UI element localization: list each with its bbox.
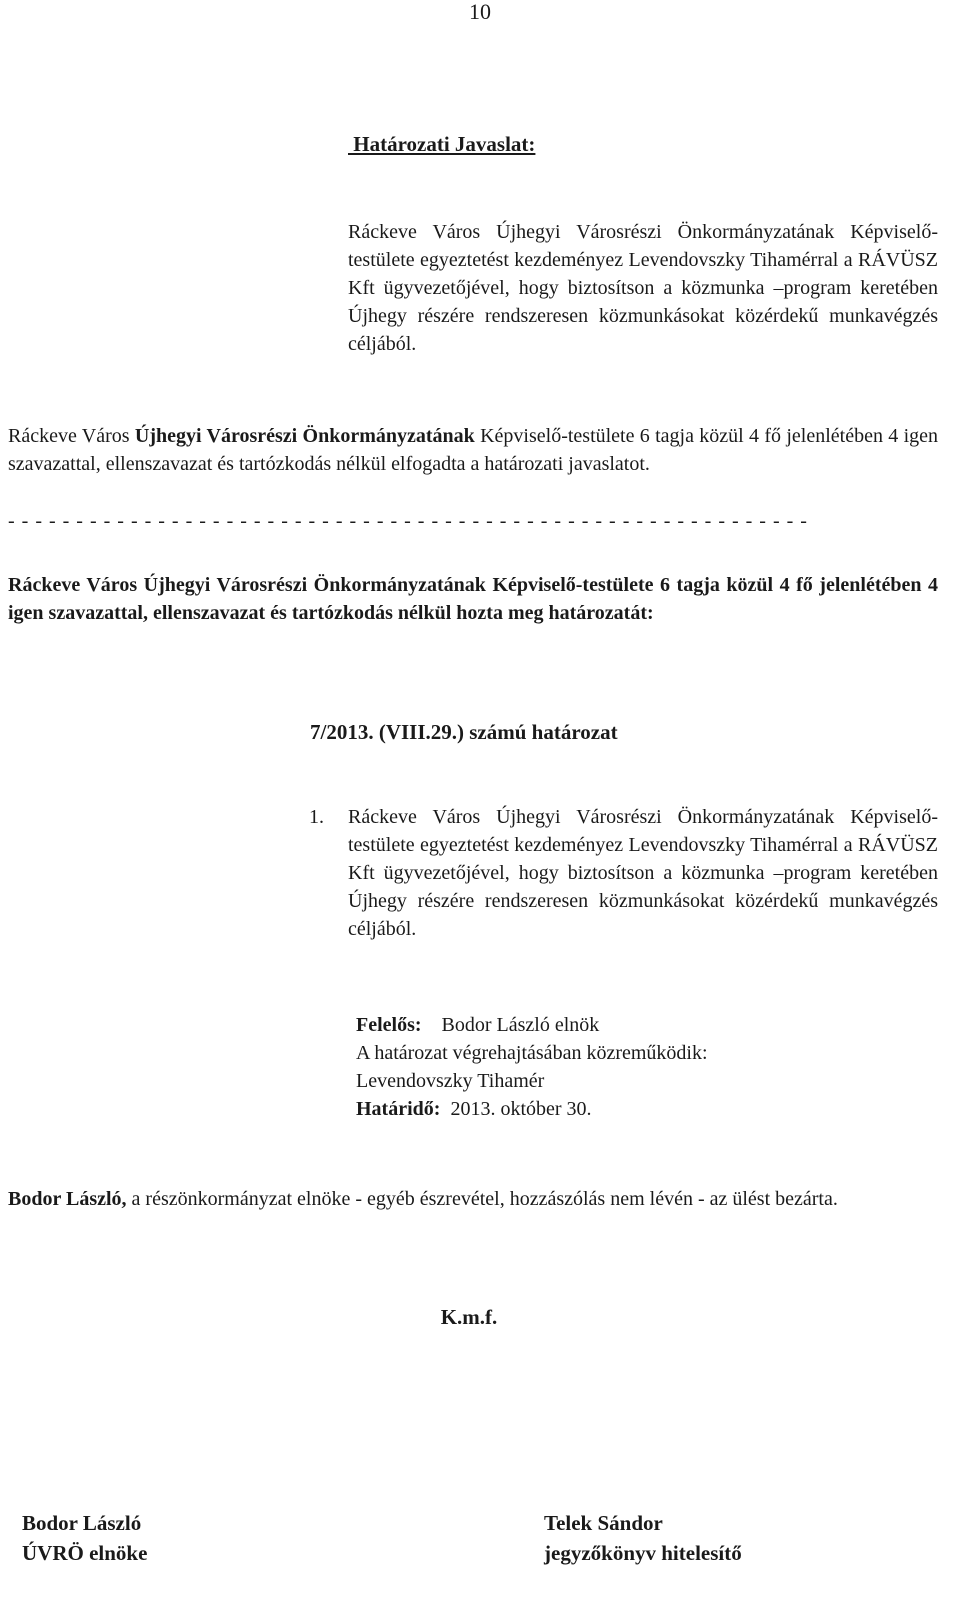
- kmf-label: K.m.f.: [440, 1305, 498, 1329]
- participant-value: Levendovszky Tihamér: [356, 1070, 545, 1092]
- responsible-value: Bodor László elnök: [441, 1014, 600, 1036]
- deadline-value: 2013. október 30.: [450, 1098, 592, 1120]
- responsible-label: Felelős:: [356, 1014, 422, 1036]
- decision-item-text: Ráckeve Város Újhegyi Városrészi Önkormányzatának Képviselő-testülete egyeztetést kezdeményez Levendovszky Tihamérral a RÁVÜSZ Kft ügyvezetőjével, hogy biztosítson a közmunka –program keretében Újhegy részére rendszeresen közmunkásokat közérdekű munkavégzés céljából.: [348, 806, 938, 940]
- signature-right-name: Telek Sándor: [544, 1511, 663, 1535]
- deadline-label: Határidő:: [356, 1098, 441, 1120]
- signature-right: [544, 1508, 742, 1568]
- signature-left-title: ÚVRÖ elnöke: [22, 1541, 148, 1565]
- decision-number: 7/2013. (VIII.29.) számú határozat: [310, 720, 618, 744]
- closing-text: a részönkormányzat elnöke - egyéb észrevétel, hozzászólás nem lévén - az ülést bezárta.: [126, 1188, 838, 1210]
- responsible-row: [356, 1011, 916, 1039]
- vote-intro-bold: Újhegyi Városrészi Önkormányzatának: [134, 425, 475, 447]
- deadline-row: [356, 1095, 916, 1123]
- responsibility-block: [356, 1011, 916, 1123]
- vote-intro: [8, 422, 938, 478]
- closing-name: Bodor László,: [8, 1188, 127, 1210]
- page-number: 10: [469, 0, 491, 24]
- decision-statement: Ráckeve Város Újhegyi Városrészi Önkormányzatának Képviselő-testülete 6 tagja közül 4 fő jelenlétében 4 igen szavazattal, ellenszavazat és tartózkodás nélkül hozta meg határozatát:: [8, 574, 938, 624]
- signature-right-title: jegyzőkönyv hitelesítő: [544, 1541, 742, 1565]
- participant-label: A határozat végrehajtásában közreműködik:: [356, 1042, 708, 1064]
- signature-left-name: Bodor László: [22, 1511, 142, 1535]
- separator-line: - - - - - - - - - - - - - - - - - - - - - - - - - - - - - - - - - - - - - - - - - - - - - - - - - - - - - - - - - - -: [8, 510, 808, 532]
- closing-paragraph: [8, 1185, 938, 1213]
- proposal-text: Ráckeve Város Újhegyi Városrészi Önkormányzatának Képviselő-testülete egyeztetést kezdeményez Levendovszky Tihamérral a RÁVÜSZ Kft ügyvezetőjével, hogy biztosítson a közmunka –program keretében Újhegy részére rendszeresen közmunkásokat közérdekű munkavégzés céljából.: [348, 221, 938, 355]
- proposal-heading: Határozati Javaslat:: [348, 132, 536, 156]
- signature-left: [22, 1508, 147, 1568]
- vote-intro-rest: Képviselő-testülete 6 tagja közül 4 fő jelenlétében 4 igen szavazattal, ellenszavazat és tartózkodás nélkül elfogadta a határozati javaslatot.: [8, 425, 939, 475]
- decision-item-number: 1.: [309, 806, 324, 828]
- vote-intro-prefix: Ráckeve Város: [8, 425, 135, 447]
